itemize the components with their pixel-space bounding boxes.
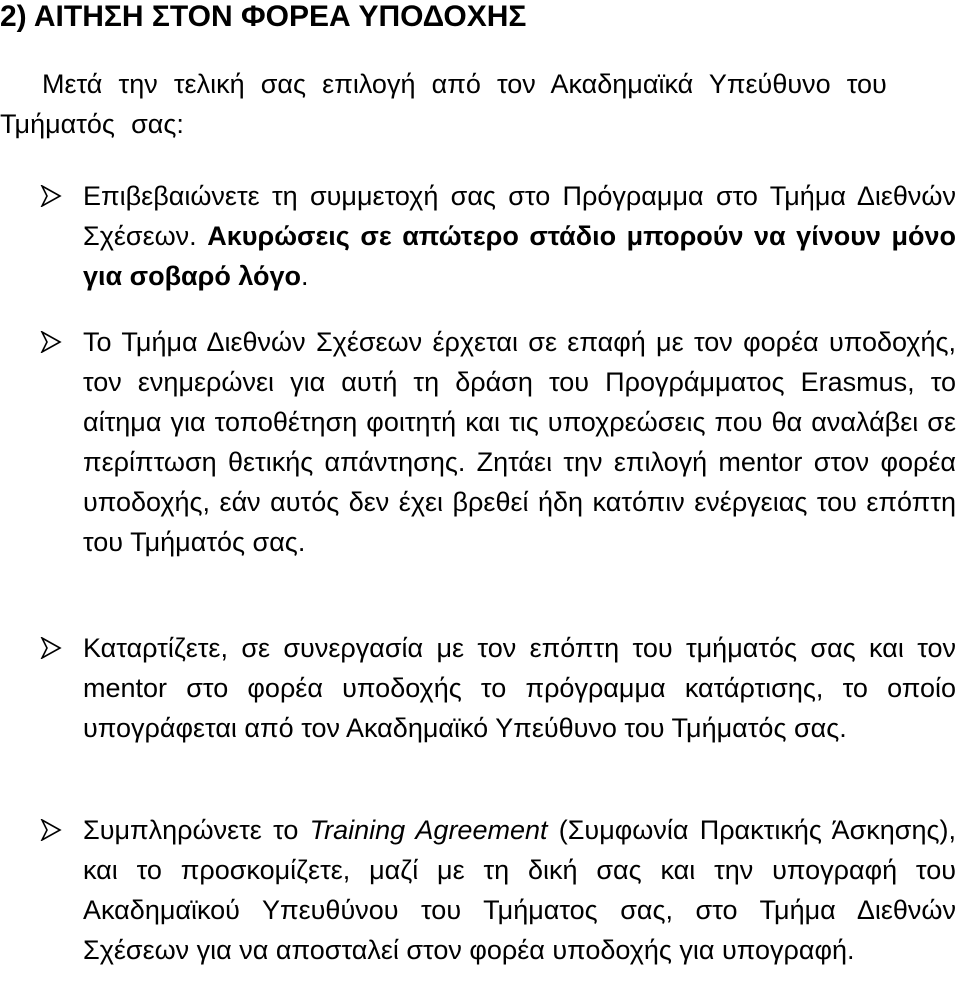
arrowhead-bullet-icon (40, 637, 62, 659)
arrowhead-bullet-icon (40, 185, 62, 207)
bullet-item (40, 628, 956, 748)
arrowhead-bullet-icon (40, 331, 62, 353)
bullet-text-part: Επιβεβαιώνετε τη συμμετοχή σας στο Πρόγραμμα στο Τμήμα Διεθνών Σχέσεων. (83, 181, 956, 251)
bullet-item (40, 176, 956, 296)
bullet-text (83, 810, 956, 970)
bullet-text-part: . (301, 261, 309, 291)
arrowhead-bullet-icon (40, 819, 62, 841)
bullet-text: Το Τμήμα Διεθνών Σχέσεων έρχεται σε επαφή με τον φορέα υποδοχής, τον ενημερώνει για αυτή τη δράση του Προγράμματος Erasmus, το αίτημα για τοποθέτηση φοιτητή και τις υποχρεώσεις που θα αναλάβει σε περίπτωση θετικής απάντησης. Ζητάει την επιλογή mentor στον φορέα υποδοχής, εάν αυτός δεν έχει βρεθεί ήδη κατόπιν ενέργειας του επόπτη του Τμήματός σας. (83, 327, 956, 557)
bullet-text-part: Συμπληρώνετε το (83, 815, 299, 845)
bullet-item (40, 810, 956, 970)
bullet-text: Καταρτίζετε, σε συνεργασία με τον επόπτη του τμήματός σας και τον mentor στο φορέα υποδοχής το πρόγραμμα κατάρτισης, το οποίο υπογράφεται από τον Ακαδημαϊκό Υπεύθυνο του Τμήματός σας. (83, 633, 956, 743)
bullet-item (40, 322, 956, 562)
bullet-text-bold: Ακυρώσεις σε απώτερο στάδιο μπορούν να γίνουν μόνο για σοβαρό λόγο (83, 221, 956, 291)
bullet-text-part: (Συμφωνία Πρακτικής Άσκησης), και το προσκομίζετε, μαζί με τη δική σας και την υπογραφή του Ακαδημαϊκού Υπευθύνου του Τμήματος σας, στο Τμήμα Διεθνών Σχέσεων για να αποσταλεί στον φορέα υποδοχής για υπογραφή. (83, 815, 956, 965)
bullet-text (83, 176, 956, 296)
bullet-text-italic: Training Agreement (309, 815, 548, 845)
intro-paragraph: Μετά την τελική σας επιλογή από τον Ακαδημαϊκά Υπεύθυνο του Τμήματός σας: (0, 69, 887, 139)
section-heading: 2) ΑΙΤΗΣΗ ΣΤΟΝ ΦΟΡΕΑ ΥΠΟΔΟΧΗΣ (0, 0, 527, 33)
